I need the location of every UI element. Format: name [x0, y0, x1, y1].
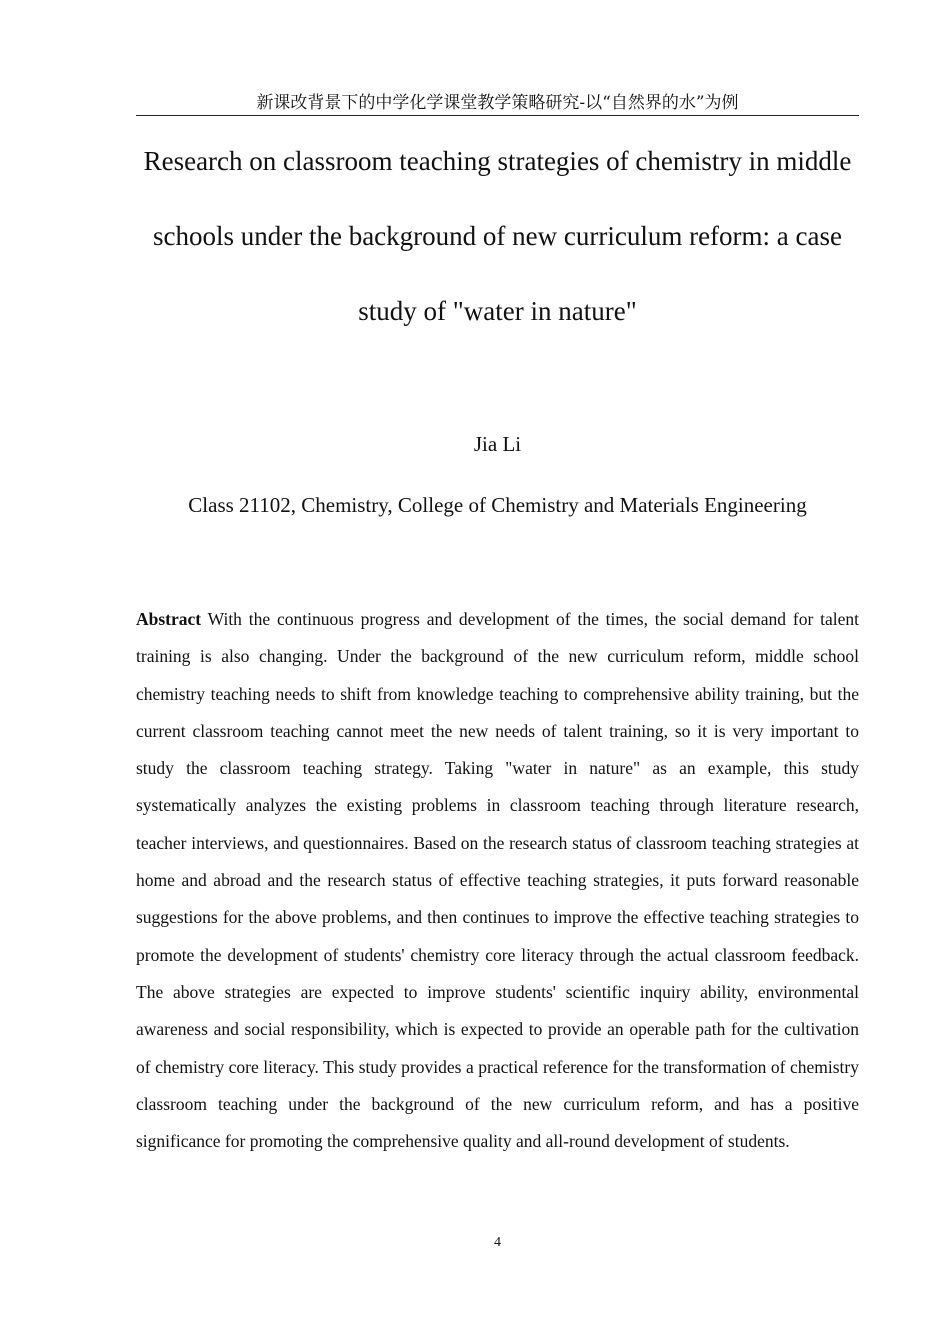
running-header: 新课改背景下的中学化学课堂教学策略研究-以“自然界的水”为例 — [136, 91, 859, 116]
paper-title: Research on classroom teaching strategies of chemistry in middle schools under the background of new curriculum reform: a case study of "water in nature" — [143, 146, 852, 326]
abstract-label: Abstract — [136, 609, 202, 629]
author-affiliation: Class 21102, Chemistry, College of Chemistry and Materials Engineering — [188, 493, 807, 517]
page-number: 4 — [494, 1235, 501, 1250]
author-name: Jia Li — [473, 432, 522, 456]
abstract-text: With the continuous progress and development of the times, the social demand for talent training is also changing. Under the background of the new curriculum reform, middle school chemistry teaching needs to shift from knowledge teaching to comprehensive ability training, but the current classroom teaching cannot meet the new needs of talent training, so it is very important to study the classroom teaching strategy. Taking "water in nature" as an example, this study systematically analyzes the existing problems in classroom teaching through literature research, teacher interviews, and questionnaires. Based on the research status of classroom teaching strategies at home and abroad and the research status of effective teaching strategies, it puts forward reasonable suggestions for the above problems, and then continues to improve the effective teaching strategies to promote the development of students' chemistry core literacy through the actual classroom feedback. The above strategies are expected to improve students' scientific inquiry ability, environmental awareness and social responsibility, which is expected to provide an operable path for the cultivation of chemistry core literacy. This study provides a practical reference for the transformation of chemistry classroom teaching under the background of the new curriculum reform, and has a positive significance for promoting the comprehensive quality and all-round development of students. — [136, 609, 859, 1152]
abstract-paragraph — [136, 601, 859, 1160]
